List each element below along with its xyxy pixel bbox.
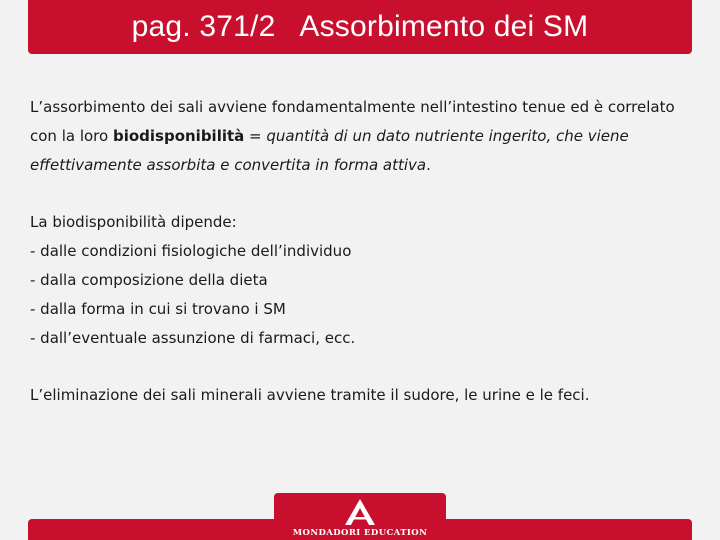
intro-period: .	[426, 156, 431, 174]
bioavailability-definition: quantità di un dato nutriente ingerito, che viene effettivamente assorbita e convertita in forma attiva	[30, 127, 629, 174]
depends-heading: La biodisponibilità dipende:	[30, 213, 237, 231]
title-bar	[28, 0, 692, 54]
slide-content	[30, 93, 695, 410]
intro-text: L’assorbimento dei sali avviene fondamentalmente nell’intestino tenue ed è correlato con la loro	[30, 98, 675, 145]
spacer	[30, 353, 695, 381]
bioavailability-term: biodisponibilità	[112, 127, 245, 145]
slide-title: pag. 371/2 Assorbimento dei SM	[131, 10, 589, 43]
mondadori-logo-icon	[342, 498, 378, 526]
list-item: - dalla forma in cui si trovano i SM	[30, 300, 286, 318]
list-item: - dalle condizioni fisiologiche dell’individuo	[30, 242, 352, 260]
intro-paragraph	[30, 93, 695, 180]
publisher-logo	[274, 493, 446, 540]
spacer	[30, 180, 695, 208]
equals-sign: =	[244, 127, 267, 145]
elimination-paragraph: L’eliminazione dei sali minerali avviene tramite il sudore, le urine e le feci.	[30, 386, 590, 404]
list-item: - dalla composizione della dieta	[30, 271, 268, 289]
publisher-logo-text: MONDADORI EDUCATION	[292, 528, 428, 538]
list-item: - dall’eventuale assunzione di farmaci, ecc.	[30, 329, 356, 347]
